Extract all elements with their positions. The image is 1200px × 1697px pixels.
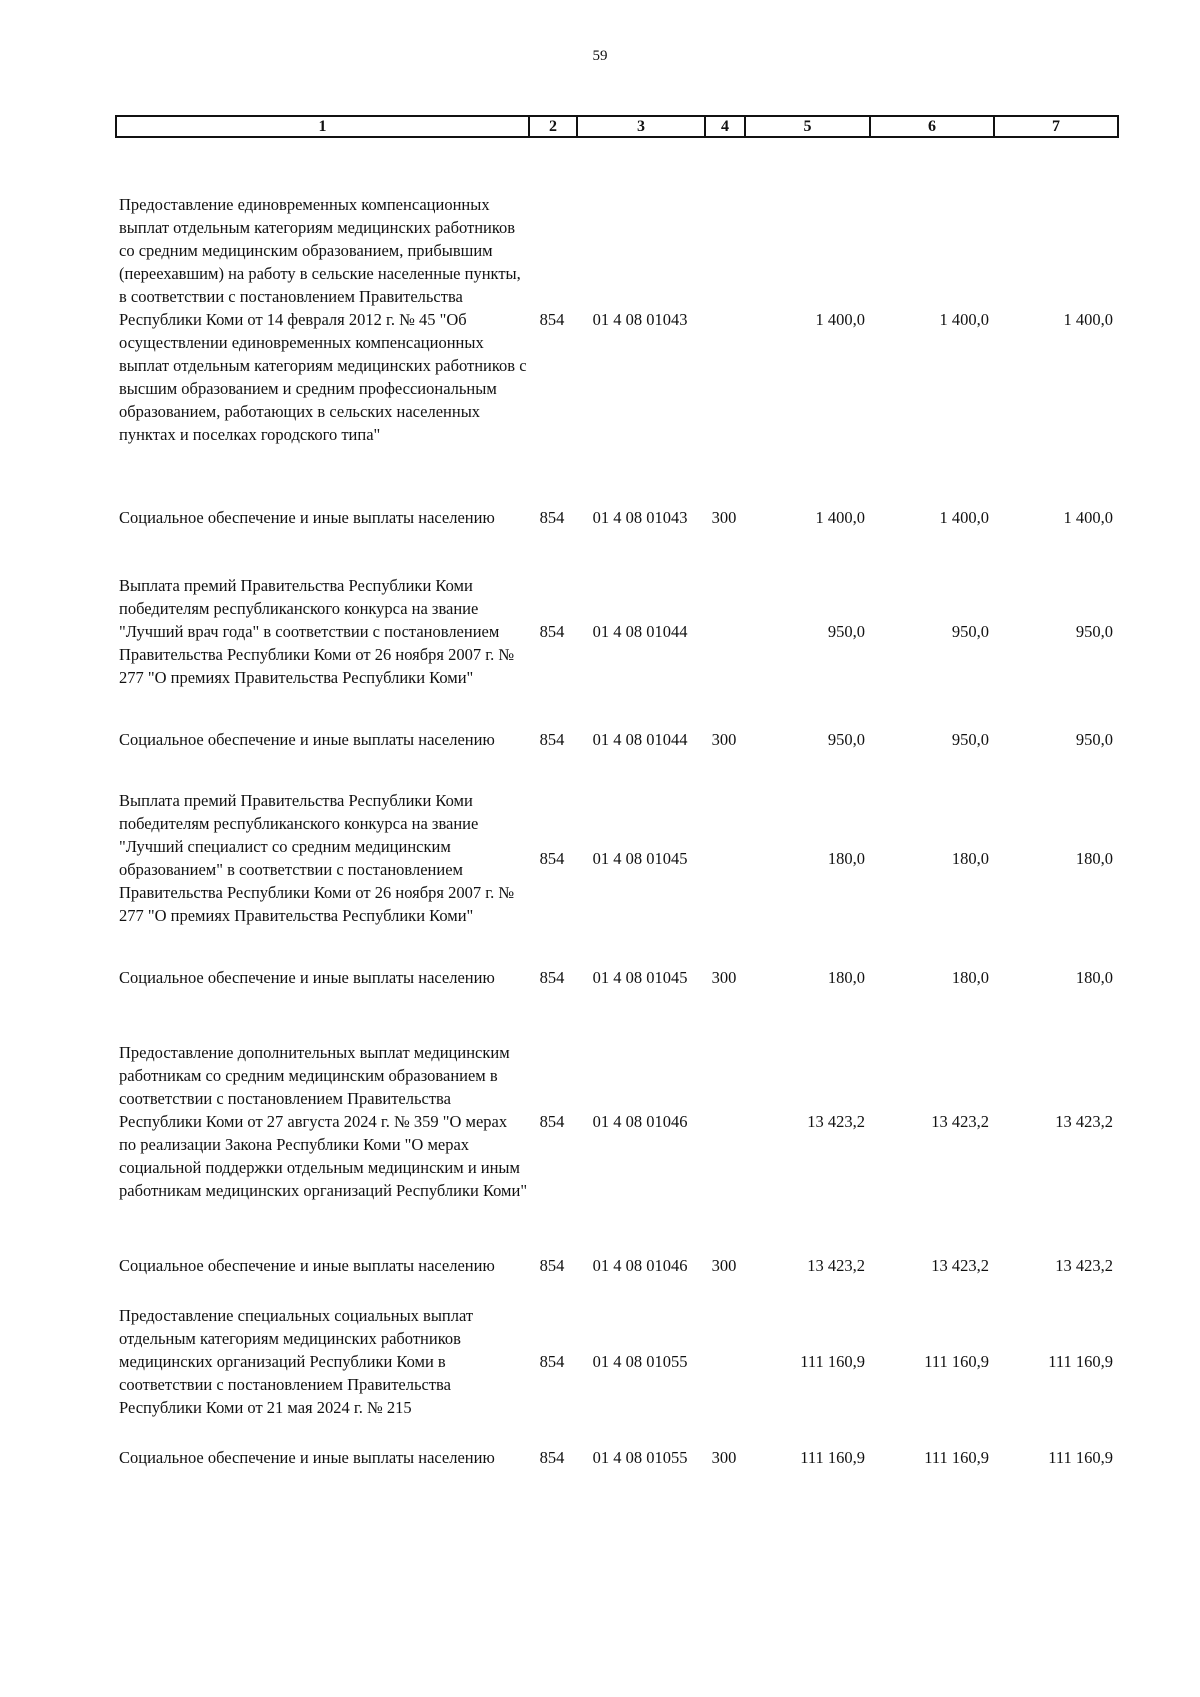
row-csr-code: 01 4 08 01044: [592, 729, 688, 749]
row-value-3: 950,0: [1075, 729, 1113, 749]
row-value-3: 13 423,2: [1055, 1255, 1113, 1275]
row-value-1: 950,0: [827, 729, 865, 749]
row-value-3: 180,0: [1075, 967, 1113, 987]
row-value-1: 111 160,9: [800, 1447, 865, 1467]
row-value-2: 950,0: [951, 621, 989, 641]
row-vr-code: 300: [711, 729, 737, 749]
page-number: 59: [592, 48, 608, 64]
row-csr-code: 01 4 08 01055: [592, 1351, 688, 1371]
row-value-1: 950,0: [827, 621, 865, 641]
table-row: [115, 1011, 1117, 1231]
row-value-2: 13 423,2: [931, 1255, 989, 1275]
row-name: Социальное обеспечение и иные выплаты населению: [119, 729, 495, 749]
row-gr-code: 854: [539, 967, 565, 987]
table-row: [115, 773, 1117, 943]
row-value-2: 111 160,9: [924, 1447, 989, 1467]
column-header-1: 1: [116, 116, 529, 137]
row-value-3: 1 400,0: [1063, 310, 1113, 329]
row-gr-code: 854: [539, 310, 565, 329]
row-vr-code: [704, 1299, 744, 1423]
row-value-2: 1 400,0: [939, 507, 989, 527]
row-value-3: 180,0: [1075, 848, 1113, 868]
row-name: Предоставление дополнительных выплат медицинским работникам со средним медицинским образованием в соответствии с постановлением Правительства Республики Коми от 27 августа 2024 г. № 359 "О мерах по реализации Закона Республики Коми "О мерах социальной поддержки отдельным медицинским и иным работникам медицинских организаций Республики Коми": [119, 1042, 528, 1200]
row-name: Предоставление единовременных компенсационных выплат отдельным категориям медицинских работников со средним медицинским образованием, прибывшим (переехавшим) на работу в сельские населенные пункты, в соответствии с постановлением Правительства Республики Коми от 14 февраля 2012 г. № 45 "Об осуществлении единовременных компенсационных выплат отдельным категориям медицинских работников с высшим образованием и средним профессиональным образованием, работающих в сельских населенных пунктах и поселках городского типа": [119, 195, 527, 444]
column-header-2: 2: [529, 116, 577, 137]
row-vr-code: 300: [711, 967, 737, 987]
row-csr-code: 01 4 08 01043: [592, 507, 688, 527]
row-vr-code: [704, 1011, 744, 1231]
row-value-1: 1 400,0: [815, 507, 865, 527]
row-csr-code: 01 4 08 01043: [592, 310, 688, 329]
table-row: [115, 1231, 1117, 1299]
row-gr-code: 854: [539, 729, 565, 749]
row-name: Социальное обеспечение и иные выплаты населению: [119, 507, 495, 527]
column-header-3: 3: [577, 116, 705, 137]
row-value-1: 1 400,0: [815, 310, 865, 329]
row-vr-code: [704, 773, 744, 943]
row-value-3: 13 423,2: [1055, 1111, 1113, 1131]
row-vr-code: [704, 162, 744, 477]
row-gr-code: 854: [539, 848, 565, 868]
row-gr-code: 854: [539, 507, 565, 527]
table-row: [115, 557, 1117, 705]
row-gr-code: 854: [539, 621, 565, 641]
row-gr-code: 854: [539, 1255, 565, 1275]
row-value-1: 111 160,9: [800, 1351, 865, 1371]
row-value-2: 13 423,2: [931, 1111, 989, 1131]
row-vr-code: 300: [711, 507, 737, 527]
row-value-2: 111 160,9: [924, 1351, 989, 1371]
column-header-7: 7: [994, 116, 1118, 137]
row-value-2: 180,0: [951, 967, 989, 987]
row-value-2: 950,0: [951, 729, 989, 749]
column-header-6: 6: [870, 116, 994, 137]
row-value-2: 180,0: [951, 848, 989, 868]
row-value-1: 13 423,2: [807, 1111, 865, 1131]
row-csr-code: 01 4 08 01055: [592, 1447, 688, 1467]
row-value-2: 1 400,0: [939, 310, 989, 329]
row-vr-code: [704, 557, 744, 705]
row-vr-code: 300: [711, 1255, 737, 1275]
table-row: [115, 477, 1117, 557]
budget-table: [115, 162, 1117, 1491]
column-header-row: [116, 116, 1118, 137]
row-vr-code: 300: [711, 1447, 737, 1467]
row-value-1: 13 423,2: [807, 1255, 865, 1275]
column-header-5: 5: [745, 116, 870, 137]
row-name: Выплата премий Правительства Республики Коми победителям республиканского конкурса на звание "Лучший врач года" в соответствии с постановлением Правительства Республики Коми от 26 ноября 2007 г. № 277 "О премиях Правительства Республики Коми": [119, 575, 515, 687]
table-row: [115, 943, 1117, 1011]
row-csr-code: 01 4 08 01045: [592, 848, 688, 868]
column-header-table: [115, 115, 1119, 138]
row-name: Социальное обеспечение и иные выплаты населению: [119, 1255, 495, 1275]
table-row: [115, 705, 1117, 773]
table-row: [115, 162, 1117, 477]
row-value-1: 180,0: [827, 967, 865, 987]
row-value-1: 180,0: [827, 848, 865, 868]
row-csr-code: 01 4 08 01046: [592, 1255, 688, 1275]
row-name: Социальное обеспечение и иные выплаты населению: [119, 1447, 495, 1467]
row-value-3: 111 160,9: [1048, 1447, 1113, 1467]
row-value-3: 950,0: [1075, 621, 1113, 641]
row-value-3: 111 160,9: [1048, 1351, 1113, 1371]
row-gr-code: 854: [539, 1111, 565, 1131]
row-name: Выплата премий Правительства Республики Коми победителям республиканского конкурса на звание "Лучший специалист со средним медицинским образованием" в соответствии с постановлением Правительства Республики Коми от 26 ноября 2007 г. № 277 "О премиях Правительства Республики Коми": [119, 791, 515, 925]
row-csr-code: 01 4 08 01044: [592, 621, 688, 641]
row-name: Предоставление специальных социальных выплат отдельным категориям медицинских работников медицинских организаций Республики Коми в соответствии с постановлением Правительства Республики Коми от 21 мая 2024 г. № 215: [119, 1305, 474, 1417]
row-name: Социальное обеспечение и иные выплаты населению: [119, 967, 495, 987]
row-value-3: 1 400,0: [1063, 507, 1113, 527]
table-row: [115, 1423, 1117, 1491]
column-header-4: 4: [705, 116, 745, 137]
row-gr-code: 854: [539, 1351, 565, 1371]
row-gr-code: 854: [539, 1447, 565, 1467]
table-row: [115, 1299, 1117, 1423]
row-csr-code: 01 4 08 01045: [592, 967, 688, 987]
row-csr-code: 01 4 08 01046: [592, 1111, 688, 1131]
